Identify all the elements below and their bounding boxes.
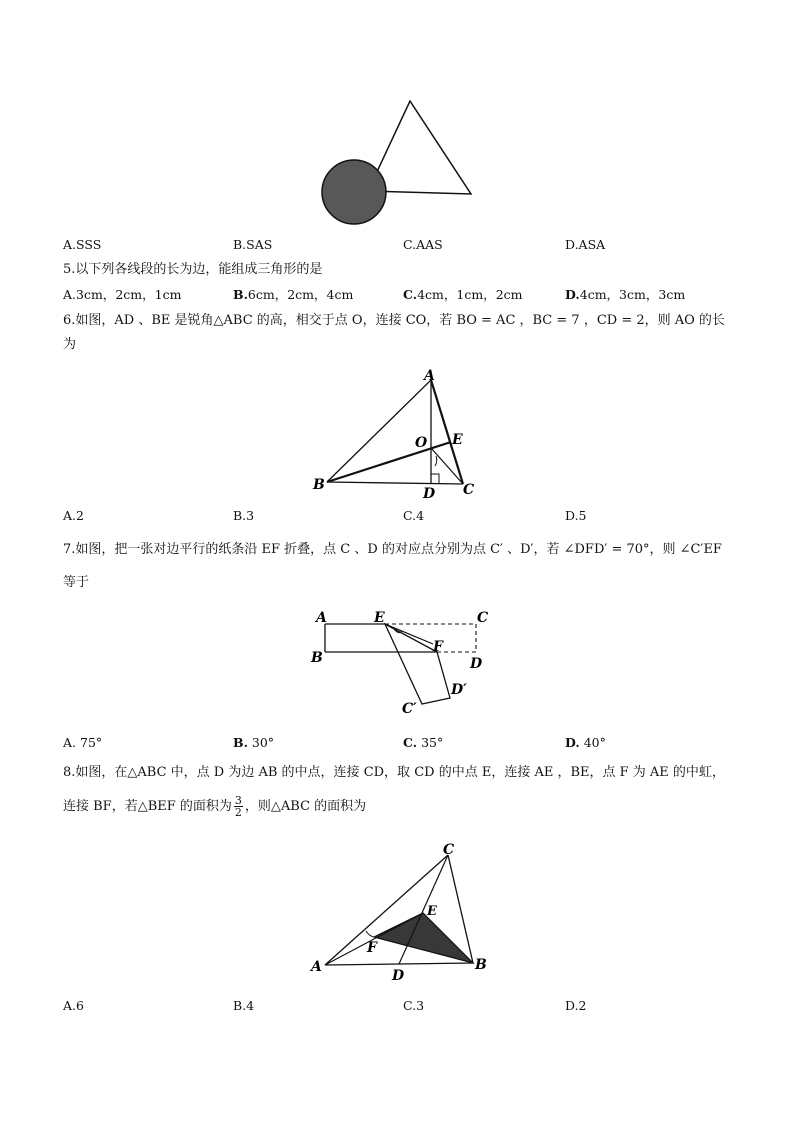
q6-angle-mark-o: [435, 456, 437, 466]
q7-label-b: B: [311, 650, 323, 666]
q5-option-c-letter: C.: [403, 287, 418, 302]
q6-label-o: O: [415, 435, 428, 451]
q7-option-c-text: 35°: [417, 735, 444, 750]
q8-stem-line2-post: ，则△ABC 的面积为: [244, 799, 367, 814]
q6-option-b[interactable]: B.3: [233, 508, 255, 523]
q8-shaded-triangle-bef: [374, 913, 473, 963]
q7-label-d: D: [470, 656, 483, 672]
q4-option-a[interactable]: A.SSS: [63, 237, 102, 252]
q5-option-a[interactable]: [63, 287, 181, 303]
q8-label-c: C: [443, 842, 455, 858]
q6-option-a[interactable]: A.2: [63, 508, 84, 523]
q7-option-a-letter: A.: [63, 735, 77, 750]
q8-stem-line2-pre: 连接 BF，若△BEF 的面积为: [63, 799, 232, 814]
q7-option-b-text: 30°: [247, 735, 275, 750]
q5-option-a-text: 3cm，2cm，1cm: [76, 287, 182, 302]
q8-label-b: B: [475, 957, 487, 973]
q5-stem: 5.以下列各线段的长为边，能组成三角形的是: [63, 262, 323, 277]
q4-figure: [315, 95, 480, 230]
q5-option-b-text: 6cm，2cm，4cm: [247, 287, 354, 302]
q8-option-a[interactable]: A.6: [63, 998, 84, 1013]
q8-option-b[interactable]: B.4: [233, 998, 255, 1013]
q8-stem-line1: 8.如图，在△ABC 中，点 D 为边 AB 的中点，连接 CD，取 CD 的中点 E，连接 AE ，BE，点 F 为 AE 的中虹，: [63, 765, 725, 780]
q6-right-angle-d: [431, 474, 439, 484]
q7-option-c[interactable]: [403, 735, 443, 751]
q7-label-d-prime: D′: [451, 682, 467, 698]
q6-stem-line2: 为: [63, 337, 77, 352]
q5-option-a-letter: A.: [63, 287, 77, 302]
q6-segment-oe: [431, 442, 451, 448]
q6-figure: [305, 362, 485, 502]
q5-option-d-letter: D.: [565, 287, 580, 302]
q7-figure: [305, 600, 505, 725]
q5-option-c-text: 4cm，1cm，2cm: [417, 287, 523, 302]
q8-fraction: [234, 795, 243, 818]
q8-fraction-denominator: 2: [234, 806, 242, 819]
q5-option-d[interactable]: [565, 287, 685, 303]
q4-option-c[interactable]: C.AAS: [403, 237, 443, 252]
q6-label-a: A: [424, 368, 435, 384]
q7-folded-part: [385, 624, 450, 704]
q7-stem-line1: 7.如图，把一张对边平行的纸条沿 EF 折叠，点 C 、D 的对应点分别为点 C′ 、D′，若 ∠DFD′ = 70°，则 ∠C′EF: [63, 542, 722, 557]
q7-option-d[interactable]: [565, 735, 606, 751]
q6-side-bc: [327, 482, 463, 484]
q8-fraction-numerator: 3: [234, 794, 242, 807]
q4-option-b[interactable]: B.SAS: [233, 237, 273, 252]
q7-option-d-text: 40°: [579, 735, 606, 750]
q4-circle: [322, 160, 386, 224]
q7-label-f: F: [433, 639, 443, 655]
q7-stem-line2: 等于: [63, 575, 90, 590]
q7-option-b-letter: B.: [233, 735, 248, 750]
q6-side-ab: [327, 380, 431, 482]
q7-option-a-text: 75°: [76, 735, 103, 750]
q6-label-e: E: [452, 432, 463, 448]
q7-label-a: A: [316, 610, 327, 626]
q6-label-d: D: [423, 486, 436, 502]
q5-option-c[interactable]: [403, 287, 523, 303]
q7-label-e: E: [374, 610, 385, 626]
q7-label-c-prime: C′: [402, 701, 417, 717]
q8-mark-f: [366, 931, 374, 937]
q6-option-d[interactable]: D.5: [565, 508, 587, 523]
q7-option-d-letter: D.: [565, 735, 580, 750]
q5-option-b[interactable]: [233, 287, 353, 303]
q8-label-e: E: [427, 904, 437, 919]
q8-label-f: F: [367, 940, 377, 956]
q7-option-c-letter: C.: [403, 735, 418, 750]
q8-figure: [305, 835, 505, 990]
q8-label-a: A: [311, 959, 322, 975]
q8-label-d: D: [392, 968, 405, 984]
q6-label-b: B: [313, 477, 325, 493]
q5-option-d-text: 4cm，3cm，3cm: [579, 287, 686, 302]
q8-option-c[interactable]: C.3: [403, 998, 425, 1013]
q4-option-d[interactable]: D.ASA: [565, 237, 606, 252]
q6-option-c[interactable]: C.4: [403, 508, 425, 523]
q7-option-b[interactable]: [233, 735, 274, 751]
q7-option-a[interactable]: [63, 735, 102, 751]
q5-option-b-letter: B.: [233, 287, 248, 302]
q8-stem-line2: [63, 795, 366, 819]
q6-stem-line1: 6.如图，AD 、BE 是锐角△ABC 的高，相交于点 O，连接 CO，若 BO = AC ，BC = 7 ，CD = 2，则 AO 的长: [63, 313, 725, 328]
q6-label-c: C: [463, 482, 475, 498]
q8-option-d[interactable]: D.2: [565, 998, 587, 1013]
q7-label-c: C: [477, 610, 489, 626]
